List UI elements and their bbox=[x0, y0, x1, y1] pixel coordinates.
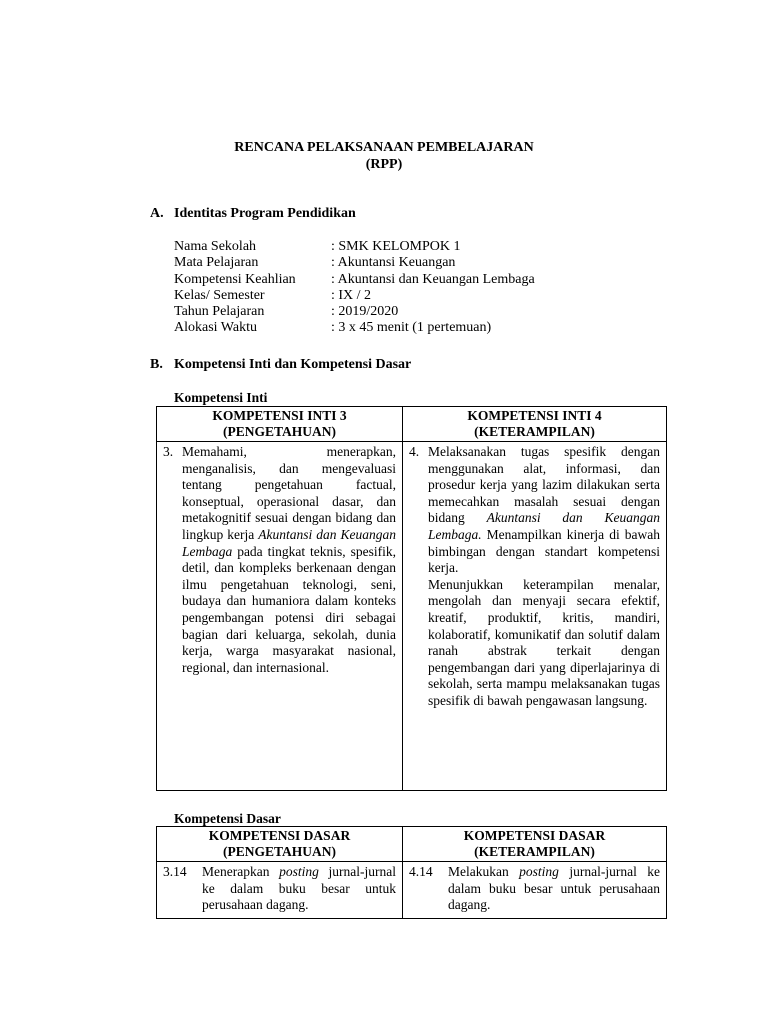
ki4-text-part: Menampilkan kinerja di bawah bimbingan dengan standart kompetensi kerja. bbox=[428, 526, 660, 576]
identity-value: : IX / 2 bbox=[331, 287, 372, 303]
ki3-header-line1: KOMPETENSI INTI 3 bbox=[212, 408, 347, 423]
identity-row bbox=[174, 288, 535, 304]
section-a-heading bbox=[150, 205, 356, 222]
kd-pengetahuan-text-part: Menerapkan bbox=[202, 864, 280, 879]
section-b-heading bbox=[150, 356, 411, 373]
ki3-cell bbox=[157, 442, 403, 791]
identity-value: : SMK KELOMPOK 1 bbox=[331, 239, 461, 254]
section-a-letter: A. bbox=[150, 206, 164, 221]
kd-pengetahuan-header-line2: (PENGETAHUAN) bbox=[223, 844, 336, 859]
ki3-text-part: pada tingkat teknis, spesifik, detil, dan kompleks berkenaan dengan ilmu pengetahuan teknologi, seni, budaya dan humaniora dalam konteks pengembangan potensi diri sebagai bagian dari keluarga, sekolah, dunia kerja, warga masyarakat nasional, regional, dan internasional. bbox=[182, 543, 396, 675]
ki3-text-italic: Akuntansi dan Keuangan Lembaga bbox=[182, 526, 396, 559]
kd-keterampilan-header bbox=[403, 827, 667, 862]
identity-row bbox=[174, 320, 535, 336]
kd-pengetahuan-cell bbox=[157, 862, 403, 919]
ki4-text-part: Melaksanakan tugas spesifik dengan menggunakan alat, informasi, dan prosedur kerja yang lazim dilakukan serta memecahkan masalah sesuai dengan bidang bbox=[428, 444, 660, 526]
identity-row bbox=[174, 255, 535, 271]
table-row bbox=[157, 862, 667, 919]
ki-subheading: Kompetensi Inti bbox=[174, 390, 268, 405]
identity-row bbox=[174, 304, 535, 320]
table-header-row bbox=[157, 407, 667, 442]
ki3-text bbox=[182, 444, 396, 676]
ki4-text bbox=[428, 444, 660, 710]
table-header-row bbox=[157, 827, 667, 862]
identity-list bbox=[174, 239, 535, 337]
identity-row bbox=[174, 239, 535, 255]
identity-label: Tahun Pelajaran bbox=[174, 304, 265, 320]
kompetensi-dasar-table bbox=[156, 826, 667, 919]
kd-keterampilan-text bbox=[448, 864, 660, 914]
document-title: RENCANA PELAKSANAAN PEMBELAJARAN bbox=[234, 140, 534, 155]
kd-pengetahuan-text-italic: posting bbox=[279, 864, 319, 879]
identity-value: : 3 x 45 menit (1 pertemuan) bbox=[331, 320, 492, 336]
kd-keterampilan-header-line1: KOMPETENSI DASAR bbox=[463, 828, 606, 843]
ki3-number: 3. bbox=[163, 444, 174, 459]
ki4-text-italic: Akuntansi dan Keuangan Lembaga. bbox=[428, 510, 660, 542]
identity-label: Kompetensi Keahlian bbox=[174, 271, 296, 287]
kd-pengetahuan-text bbox=[202, 864, 396, 914]
kd-keterampilan-header-line2: (KETERAMPILAN) bbox=[474, 844, 595, 859]
ki4-header-line1: KOMPETENSI INTI 4 bbox=[467, 408, 602, 423]
kd-pengetahuan-header-line1: KOMPETENSI DASAR bbox=[208, 828, 351, 843]
ki4-number: 4. bbox=[409, 444, 420, 459]
section-a-title: Identitas Program Pendidikan bbox=[174, 206, 356, 221]
ki4-cell bbox=[403, 442, 667, 791]
identity-label: Kelas/ Semester bbox=[174, 287, 265, 303]
kd-pengetahuan-header bbox=[157, 827, 403, 862]
kd-keterampilan-text-part: Melakukan bbox=[448, 864, 520, 879]
kd-keterampilan-number: 4.14 bbox=[409, 864, 433, 879]
ki4-paragraph: Menunjukkan keterampilan menalar, mengolah dan menyaji secara efektif, kreatif, produktif, kritis, mandiri, kolaboratif, komunikatif dan solutif dalam ranah abstrak terkait dengan pengembangan dari yang diperlajarinya di sekolah, serta mampu melaksanakan tugas spesifik di bawah pengawasan langsung. bbox=[428, 576, 660, 708]
identity-value: : 2019/2020 bbox=[331, 304, 399, 320]
kompetensi-inti-table bbox=[156, 406, 667, 791]
identity-label: Alokasi Waktu bbox=[174, 320, 257, 336]
kd-keterampilan-cell bbox=[403, 862, 667, 919]
kd-subheading: Kompetensi Dasar bbox=[174, 811, 281, 826]
ki4-paragraph bbox=[428, 444, 660, 577]
kd-keterampilan-text-italic: posting bbox=[519, 864, 559, 879]
identity-value: : Akuntansi Keuangan bbox=[331, 255, 456, 271]
identity-label: Mata Pelajaran bbox=[174, 255, 259, 271]
ki4-header bbox=[403, 407, 667, 442]
section-b-letter: B. bbox=[150, 357, 163, 372]
ki4-header-line2: (KETERAMPILAN) bbox=[474, 424, 595, 439]
kd-pengetahuan-text-part: jurnal-jurnal ke dalam buku besar untuk perusahaan dagang. bbox=[202, 864, 396, 913]
kd-keterampilan-text-part: jurnal-jurnal ke dalam buku besar untuk perusahaan dagang. bbox=[448, 864, 661, 913]
identity-row bbox=[174, 272, 535, 288]
kd-pengetahuan-number: 3.14 bbox=[163, 864, 187, 879]
ki3-header-line2: (PENGETAHUAN) bbox=[223, 424, 336, 439]
document-subtitle: (RPP) bbox=[365, 157, 403, 172]
ki3-header bbox=[157, 407, 403, 442]
ki3-text-part: Memahami, menerapkan, menganalisis, dan mengevaluasi tentang pengetahuan factual, konseptual, operasional dasar, dan metakognitif sesuai dengan bidang dan lingkup kerja bbox=[182, 444, 396, 542]
table-row bbox=[157, 442, 667, 791]
identity-value: : Akuntansi dan Keuangan Lembaga bbox=[331, 271, 535, 287]
section-b-title: Kompetensi Inti dan Kompetensi Dasar bbox=[174, 357, 412, 372]
identity-label: Nama Sekolah bbox=[174, 239, 257, 254]
